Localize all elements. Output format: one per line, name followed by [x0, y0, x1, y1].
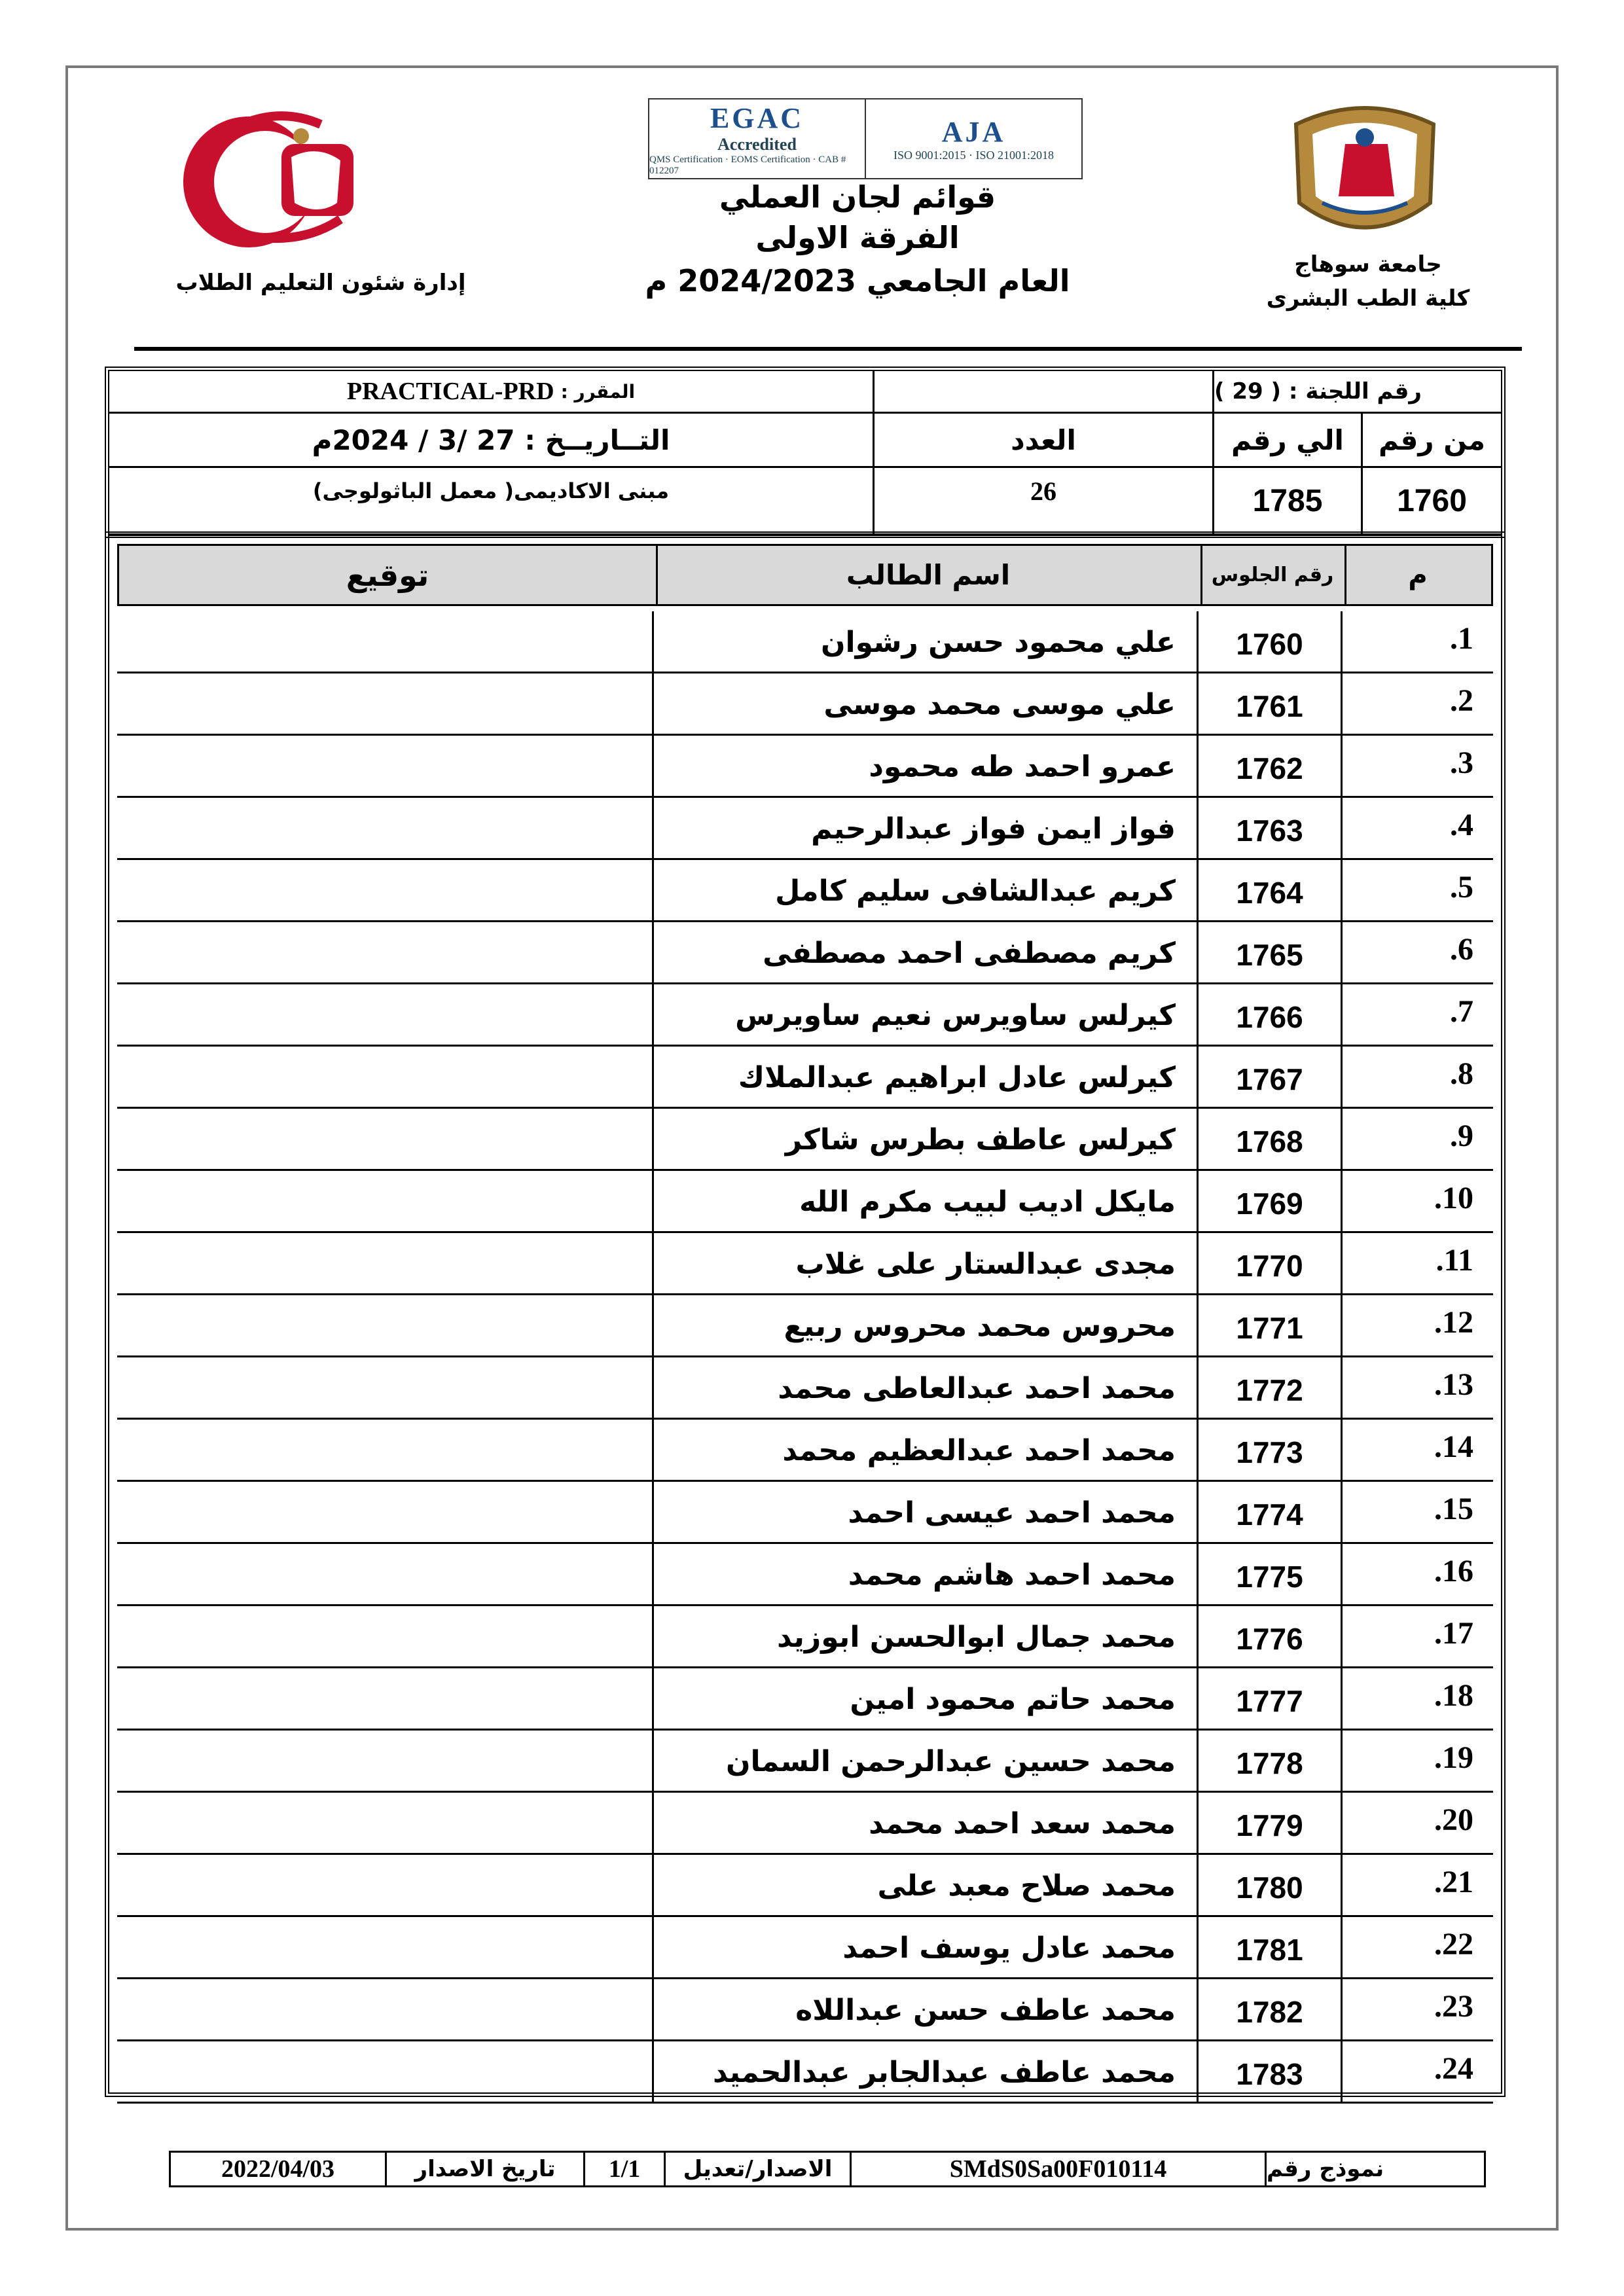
seat-number: 1760 [1199, 611, 1343, 672]
egac-mark: EGAC [710, 101, 804, 134]
table-row [117, 673, 1493, 736]
exam-location: مبنى الاكاديمى( معمل الباثولوجى) [312, 478, 670, 503]
seat-number: 1779 [1199, 1793, 1343, 1853]
seat-number: 1774 [1199, 1482, 1343, 1542]
student-name: محمد جمال ابوالحسن ابوزيد [654, 1606, 1199, 1666]
course-field [109, 371, 873, 412]
header-serial: م [1408, 560, 1428, 590]
committee-number: رقم اللجنة : ( 29 ) [1214, 378, 1422, 404]
table-row [117, 1917, 1493, 1979]
student-name: علي محمود حسن رشوان [654, 611, 1199, 672]
signature-cell[interactable] [117, 1917, 654, 1977]
aja-lines: ISO 9001:2015 · ISO 21001:2018 [893, 149, 1054, 162]
signature-cell[interactable] [117, 984, 654, 1045]
student-name: محمد احمد عبدالعاطى محمد [654, 1357, 1199, 1418]
table-row [117, 1047, 1493, 1109]
count-label: العدد [1011, 423, 1076, 456]
seat-number: 1762 [1199, 736, 1343, 796]
seat-number: 1778 [1199, 1731, 1343, 1791]
student-name: محروس محمد محروس ربيع [654, 1295, 1199, 1355]
signature-cell[interactable] [117, 1668, 654, 1729]
signature-cell[interactable] [117, 736, 654, 796]
aja-mark: AJA [941, 116, 1006, 148]
row-number: .16 [1434, 1554, 1473, 1588]
student-name: كيرلس عادل ابراهيم عبدالملاك [654, 1047, 1199, 1107]
row-number: .20 [1434, 1803, 1473, 1837]
student-name: فواز ايمن فواز عبدالرحيم [654, 798, 1199, 858]
student-name: كريم عبدالشافى سليم كامل [654, 860, 1199, 920]
university-name: جامعة سوهاج [1294, 251, 1442, 278]
seat-number: 1769 [1199, 1171, 1343, 1231]
count-value: 26 [1030, 476, 1056, 506]
table-row [117, 1482, 1493, 1544]
seat-number: 1770 [1199, 1233, 1343, 1293]
seat-number: 1776 [1199, 1606, 1343, 1666]
form-footer [169, 2151, 1486, 2187]
header-student-name: اسم الطالب [656, 546, 1202, 604]
signature-cell[interactable] [117, 922, 654, 982]
students-table [105, 531, 1506, 2097]
student-name: محمد حاتم محمود امين [654, 1668, 1199, 1729]
row-number: .10 [1434, 1181, 1473, 1215]
title-line3: العام الجامعي 2024/2023 م [645, 263, 1070, 298]
committee-info-table [105, 367, 1506, 538]
student-name: مايكل اديب لبيب مكرم الله [654, 1171, 1199, 1231]
table-row [117, 2041, 1493, 2104]
signature-cell[interactable] [117, 1420, 654, 1480]
row-number: .2 [1450, 683, 1473, 718]
student-name: كيرلس ساويرس نعيم ساويرس [654, 984, 1199, 1045]
table-row [117, 1171, 1493, 1233]
table-row [117, 1420, 1493, 1482]
signature-cell[interactable] [117, 860, 654, 920]
row-number: .13 [1434, 1367, 1473, 1402]
title-line1: قوائم لجان العملي [719, 179, 996, 215]
row-number: .15 [1434, 1492, 1473, 1526]
student-name: محمد عاطف عبدالجابر عبدالحميد [654, 2041, 1199, 2102]
seat-number: 1783 [1199, 2041, 1343, 2102]
table-row [117, 1233, 1493, 1295]
issue-date-value: 2022/04/03 [221, 2155, 335, 2183]
faculty-logo [151, 105, 412, 255]
row-number: .11 [1435, 1243, 1473, 1278]
student-name: محمد احمد عبدالعظيم محمد [654, 1420, 1199, 1480]
signature-cell[interactable] [117, 611, 654, 672]
table-row [117, 1731, 1493, 1793]
header-divider [134, 347, 1522, 351]
form-number-label: نموذج رقم [1267, 2156, 1384, 2182]
row-number: .19 [1434, 1740, 1473, 1775]
seat-number: 1777 [1199, 1668, 1343, 1729]
signature-cell[interactable] [117, 673, 654, 734]
row-number: .14 [1434, 1429, 1473, 1464]
signature-cell[interactable] [117, 1979, 654, 2039]
student-name: محمد احمد هاشم محمد [654, 1544, 1199, 1604]
row-number: .4 [1450, 808, 1473, 842]
student-name: محمد صلاح معبد على [654, 1855, 1199, 1915]
signature-cell[interactable] [117, 1855, 654, 1915]
table-row [117, 1668, 1493, 1731]
title-line2: الفرقة الاولى [755, 220, 960, 255]
table-row [117, 736, 1493, 798]
egac-lines: QMS Certification · EOMS Certification · CAB # 012207 [649, 154, 846, 176]
signature-cell[interactable] [117, 1233, 654, 1293]
row-number: .9 [1450, 1119, 1473, 1153]
student-name: كريم مصطفى احمد مصطفى [654, 922, 1199, 982]
signature-cell[interactable] [117, 1109, 654, 1169]
table-row [117, 860, 1493, 922]
student-name: مجدى عبدالستار على غلاب [654, 1233, 1199, 1293]
row-number: .23 [1434, 1989, 1473, 2024]
seat-number: 1782 [1199, 1979, 1343, 2039]
to-value: 1785 [1252, 483, 1323, 518]
row-number: .22 [1434, 1927, 1473, 1962]
seat-number: 1767 [1199, 1047, 1343, 1107]
row-number: .5 [1450, 870, 1473, 905]
student-name: محمد سعد احمد محمد [654, 1793, 1199, 1853]
from-label: من رقم [1378, 423, 1486, 456]
student-name: محمد حسين عبدالرحمن السمان [654, 1731, 1199, 1791]
row-number: .8 [1450, 1056, 1473, 1091]
from-value: 1760 [1397, 483, 1467, 518]
table-row [117, 1979, 1493, 2041]
student-name: محمد احمد عيسى احمد [654, 1482, 1199, 1542]
course-value: PRACTICAL-PRD [346, 378, 554, 405]
edition-value: 1/1 [608, 2155, 641, 2183]
seat-number: 1763 [1199, 798, 1343, 858]
seat-number: 1768 [1199, 1109, 1343, 1169]
signature-cell[interactable] [117, 1544, 654, 1604]
seat-number: 1766 [1199, 984, 1343, 1045]
row-number: .18 [1434, 1678, 1473, 1713]
header-seat-number: رقم الجلوس [1200, 546, 1346, 604]
student-name: علي موسى محمد موسى [654, 673, 1199, 734]
table-row [117, 1793, 1493, 1855]
exam-date: التــاريــخ : 27 /3 / 2024م [312, 423, 670, 456]
table-row [117, 1295, 1493, 1357]
egac-sub: Accredited [717, 134, 797, 154]
table-row [117, 1109, 1493, 1171]
course-label: المقرر : [560, 380, 636, 403]
seat-number: 1772 [1199, 1357, 1343, 1418]
seat-number: 1771 [1199, 1295, 1343, 1355]
egac-badge [649, 99, 865, 178]
seat-number: 1761 [1199, 673, 1343, 734]
aja-badge [865, 99, 1081, 178]
institution-name [1244, 247, 1492, 315]
form-number-value: SMdS0Sa00F010114 [949, 2155, 1167, 2183]
table-row [117, 611, 1493, 673]
seat-number: 1781 [1199, 1917, 1343, 1977]
student-name: محمد عاطف حسن عبداللاه [654, 1979, 1199, 2039]
university-seal [1283, 98, 1447, 249]
table-row [117, 798, 1493, 860]
table-row [117, 984, 1493, 1047]
student-name: عمرو احمد طه محمود [654, 736, 1199, 796]
certification-badges [648, 98, 1083, 179]
signature-cell[interactable] [117, 1047, 654, 1107]
table-row [117, 922, 1493, 984]
table-row [117, 1606, 1493, 1668]
row-number: .24 [1434, 2051, 1473, 2086]
signature-cell[interactable] [117, 1793, 654, 1853]
document-title [589, 177, 1126, 304]
row-number: .3 [1450, 745, 1473, 780]
signature-cell[interactable] [117, 1295, 654, 1355]
signature-cell[interactable] [117, 2041, 654, 2102]
seat-number: 1765 [1199, 922, 1343, 982]
student-name: كيرلس عاطف بطرس شاكر [654, 1109, 1199, 1169]
faculty-name: كلية الطب البشرى [1266, 285, 1470, 312]
row-number: .12 [1434, 1305, 1473, 1340]
seat-number: 1775 [1199, 1544, 1343, 1604]
row-number: .6 [1450, 932, 1473, 967]
table-row [117, 1544, 1493, 1606]
issue-date-label: تاريخ الاصدار [414, 2156, 556, 2182]
seat-number: 1773 [1199, 1420, 1343, 1480]
seat-number: 1764 [1199, 860, 1343, 920]
department-name: إدارة شئون التعليم الطلاب [175, 270, 466, 296]
row-number: .21 [1434, 1865, 1473, 1899]
seat-number: 1780 [1199, 1855, 1343, 1915]
signature-cell[interactable] [117, 1731, 654, 1791]
table-header [117, 544, 1493, 606]
header-signature: توقيع [119, 546, 658, 604]
table-row [117, 1357, 1493, 1420]
signature-cell[interactable] [117, 1171, 654, 1231]
signature-cell[interactable] [117, 1357, 654, 1418]
to-label: الي رقم [1231, 423, 1344, 456]
row-number: .1 [1450, 621, 1473, 656]
row-number: .17 [1434, 1616, 1473, 1651]
edition-label: الاصدار/تعديل [683, 2156, 833, 2182]
signature-cell[interactable] [117, 798, 654, 858]
signature-cell[interactable] [117, 1482, 654, 1542]
student-name: محمد عادل يوسف احمد [654, 1917, 1199, 1977]
row-number: .7 [1450, 994, 1473, 1029]
table-row [117, 1855, 1493, 1917]
signature-cell[interactable] [117, 1606, 654, 1666]
